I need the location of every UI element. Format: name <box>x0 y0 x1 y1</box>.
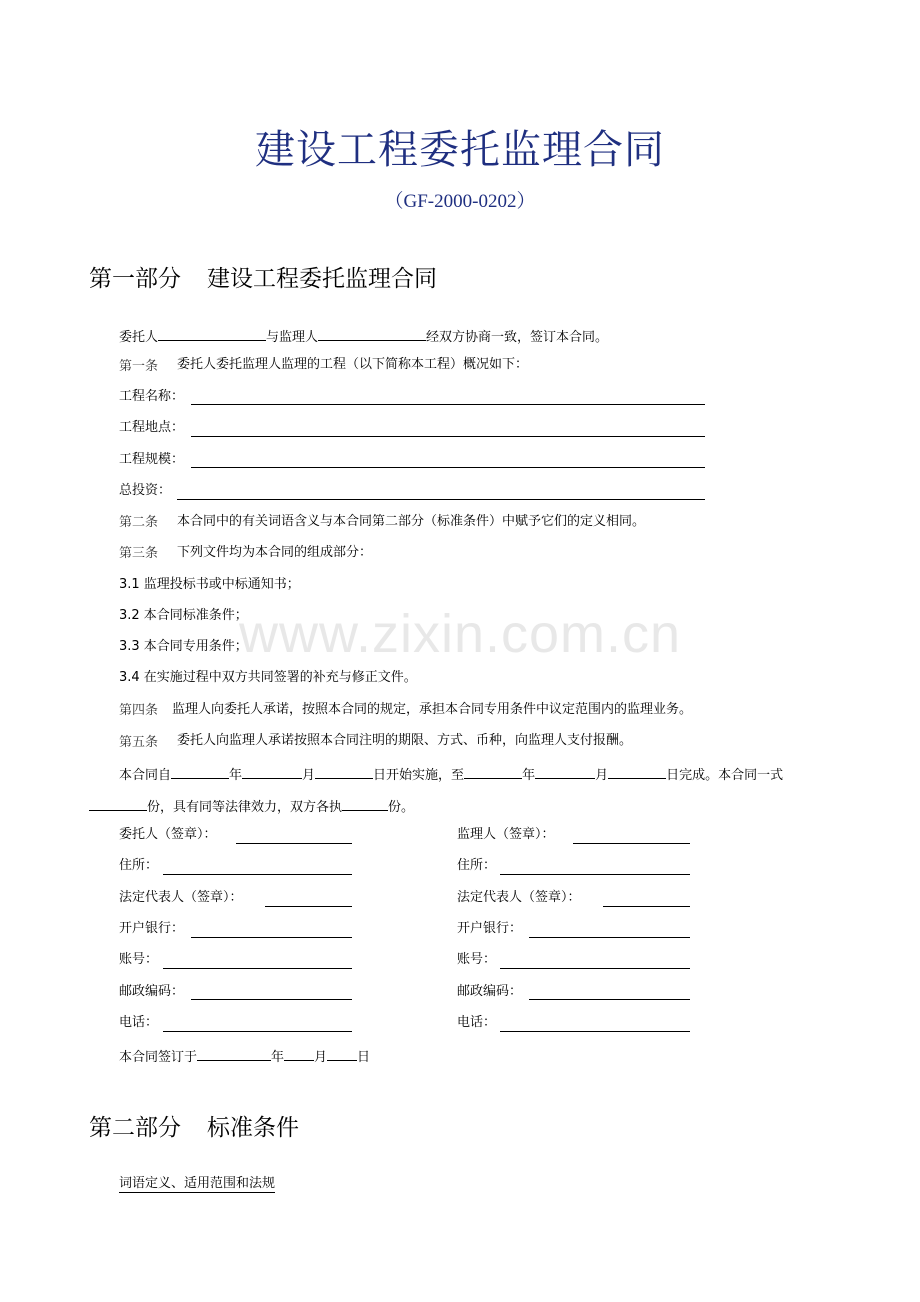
signed-day-text: 日 <box>357 1050 371 1065</box>
supervisor-account-field[interactable] <box>500 968 690 969</box>
end-day-blank[interactable] <box>608 764 666 779</box>
client-legal-rep-field[interactable] <box>265 906 352 907</box>
month-text: 月 <box>595 768 609 783</box>
supervisor-phone-label: 电话： <box>457 1015 497 1030</box>
part-two-name: 标准条件 <box>207 1115 299 1141</box>
client-bank-label: 开户银行： <box>119 921 185 936</box>
supervisor-seal-label: 监理人（签章）： <box>457 827 555 842</box>
each-copies-blank[interactable] <box>342 796 388 811</box>
section-heading <box>119 1176 275 1192</box>
start-month-blank[interactable] <box>242 764 302 779</box>
supervisor-phone-field[interactable] <box>500 1031 690 1032</box>
signed-month-blank[interactable] <box>284 1046 314 1061</box>
project-scale-field[interactable] <box>191 467 705 468</box>
part-two-number: 第二部分 <box>89 1115 181 1141</box>
doc-item: 3.3 本合同专用条件； <box>119 639 248 654</box>
supervisor-blank[interactable] <box>318 326 426 341</box>
client-account-label: 账号： <box>119 952 159 967</box>
part-one-name: 建设工程委托监理合同 <box>207 266 437 292</box>
supervisor-seal-field[interactable] <box>573 843 690 844</box>
copies-text: 份，具有同等法律效力，双方各执 <box>147 800 343 815</box>
period-start-text: 本合同自 <box>119 768 172 783</box>
article-3-text: 下列文件均为本合同的组成部分： <box>177 545 373 560</box>
supervisor-address-field[interactable] <box>500 874 690 875</box>
year-text: 年 <box>522 768 536 783</box>
project-location-field[interactable] <box>191 436 705 437</box>
article-5-label: 第五条 <box>119 735 159 750</box>
supervisor-zip-label: 邮政编码： <box>457 984 523 999</box>
period-line <box>119 764 783 784</box>
project-location-label: 工程地点： <box>119 420 185 435</box>
article-1-text: 委托人委托监理人监理的工程（以下简称本工程）概况如下： <box>177 357 529 372</box>
year-text: 年 <box>229 768 243 783</box>
supervisor-bank-field[interactable] <box>529 937 690 938</box>
signed-month-text: 月 <box>314 1050 328 1065</box>
article-2-text: 本合同中的有关词语含义与本合同第二部分（标准条件）中赋予它们的定义相同。 <box>177 514 646 529</box>
article-4-label: 第四条 <box>119 703 159 718</box>
part-one-heading <box>89 260 437 293</box>
article-1-label: 第一条 <box>119 359 159 374</box>
project-name-field[interactable] <box>191 404 705 405</box>
client-zip-label: 邮政编码： <box>119 984 185 999</box>
client-legal-rep-label: 法定代表人（签章）： <box>119 890 243 905</box>
document-title: 建设工程委托监理合同 <box>255 127 665 173</box>
article-5-text: 委托人向监理人承诺按照本合同注明的期限、方式、币种，向监理人支付报酬。 <box>177 733 633 748</box>
section-heading-text: 词语定义、适用范围和法规 <box>119 1176 276 1191</box>
client-phone-label: 电话： <box>119 1015 159 1030</box>
copies-line <box>89 796 414 816</box>
supervisor-account-label: 账号： <box>457 952 497 967</box>
month-text: 月 <box>302 768 316 783</box>
supervisor-address-label: 住所： <box>457 858 497 873</box>
supervisor-legal-rep-label: 法定代表人（签章）： <box>457 890 581 905</box>
period-end-text: 日完成。本合同一式 <box>666 768 784 783</box>
signed-text: 本合同签订于 <box>119 1050 198 1065</box>
client-blank[interactable] <box>158 326 266 341</box>
signed-year-blank[interactable] <box>197 1046 271 1061</box>
client-seal-label: 委托人（签章）： <box>119 827 217 842</box>
client-address-label: 住所： <box>119 858 159 873</box>
article-4-text: 监理人向委托人承诺，按照本合同的规定，承担本合同专用条件中议定范围内的监理业务。 <box>172 702 693 717</box>
end-year-blank[interactable] <box>464 764 522 779</box>
watermark: www.zixin.com.cn <box>238 604 682 664</box>
client-address-field[interactable] <box>163 874 352 875</box>
supervisor-bank-label: 开户银行： <box>457 921 523 936</box>
end-month-blank[interactable] <box>535 764 595 779</box>
article-2-label: 第二条 <box>119 515 159 530</box>
intro-supervisor-label: 与监理人 <box>266 330 319 345</box>
client-seal-field[interactable] <box>236 843 352 844</box>
signed-date-line <box>119 1046 370 1066</box>
doc-item: 3.1 监理投标书或中标通知书； <box>119 577 300 592</box>
supervisor-legal-rep-field[interactable] <box>603 906 690 907</box>
signed-day-blank[interactable] <box>327 1046 357 1061</box>
client-bank-field[interactable] <box>191 937 352 938</box>
intro-text: 经双方协商一致，签订本合同。 <box>426 330 609 345</box>
total-investment-label: 总投资： <box>119 483 172 498</box>
supervisor-zip-field[interactable] <box>529 999 690 1000</box>
project-name-label: 工程名称： <box>119 389 185 404</box>
intro-client-label: 委托人 <box>119 330 159 345</box>
period-begin-text: 日开始实施，至 <box>373 768 465 783</box>
start-year-blank[interactable] <box>171 764 229 779</box>
project-scale-label: 工程规模： <box>119 452 185 467</box>
intro-line <box>119 326 608 346</box>
doc-item: 3.2 本合同标准条件； <box>119 608 248 623</box>
total-investment-field[interactable] <box>177 499 705 500</box>
signed-year-text: 年 <box>271 1050 285 1065</box>
start-day-blank[interactable] <box>315 764 373 779</box>
client-account-field[interactable] <box>163 968 352 969</box>
part-two-heading <box>89 1109 299 1142</box>
copies-end-text: 份。 <box>388 800 415 815</box>
doc-item: 3.4 在实施过程中双方共同签署的补充与修正文件。 <box>119 670 417 685</box>
client-phone-field[interactable] <box>163 1031 352 1032</box>
article-3-label: 第三条 <box>119 546 159 561</box>
document-code: （GF-2000-0202） <box>384 191 536 212</box>
client-zip-field[interactable] <box>191 999 352 1000</box>
part-one-number: 第一部分 <box>89 266 181 292</box>
copies-blank[interactable] <box>89 796 147 811</box>
